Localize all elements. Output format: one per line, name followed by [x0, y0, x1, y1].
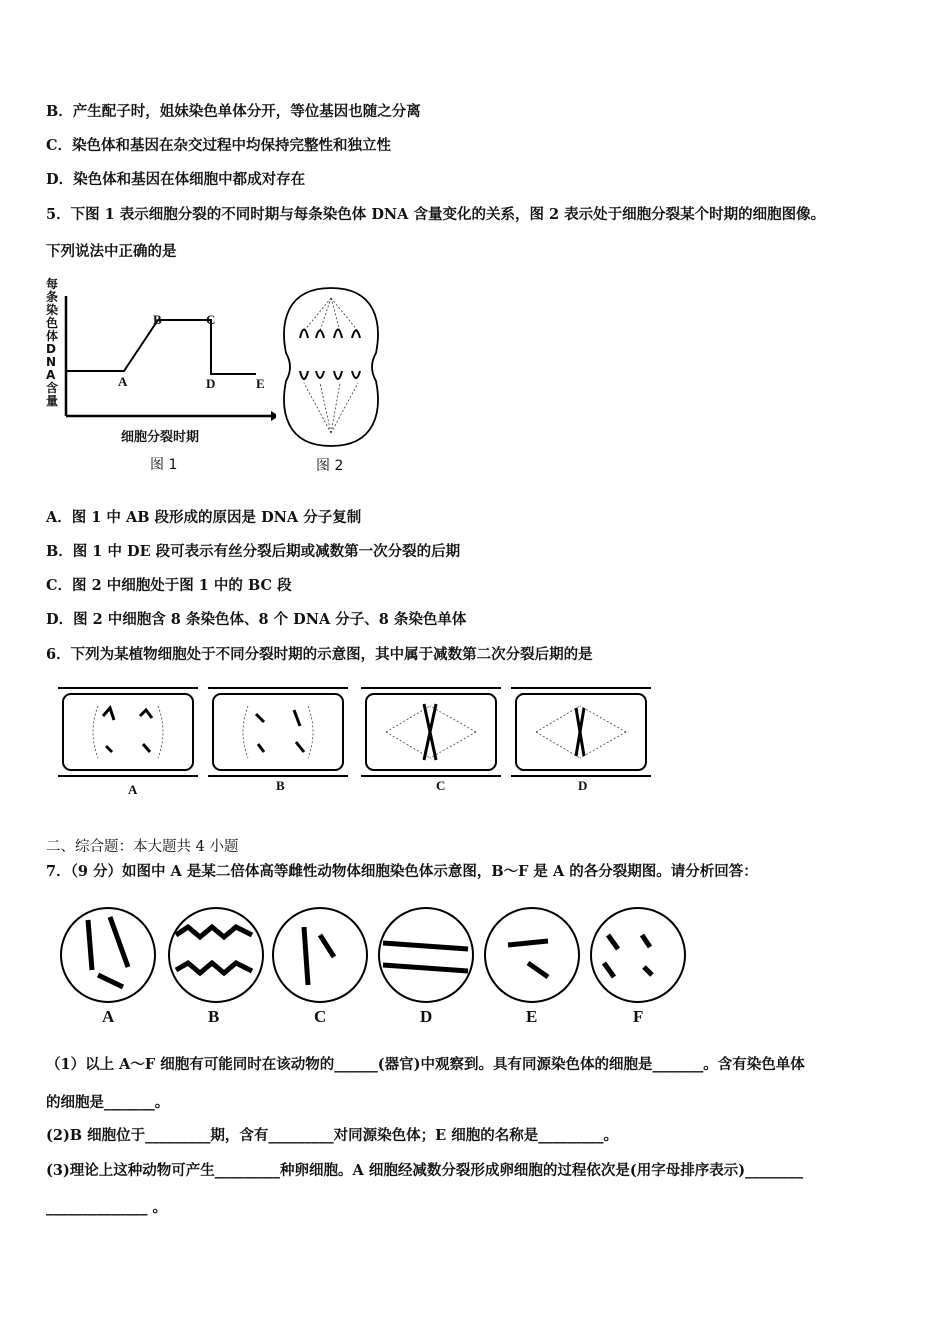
figure-1-y-axis-label: 每条染色体DNA含量	[46, 277, 59, 408]
q7-stem: 7．（9 分）如图中 A 是某二倍体高等雌性动物体细胞染色体示意图，B～F 是 A 的各分裂期图。请分析回答：	[46, 863, 758, 880]
figure-1-graph	[46, 276, 276, 476]
q7-part3-line2: ______________ 。	[46, 1199, 168, 1216]
q4-option-d: D．染色体和基因在体细胞中都成对存在	[46, 171, 306, 188]
q5-stem-line2: 下列说法中正确的是	[46, 243, 177, 260]
q5-option-c: C．图 2 中细胞处于图 1 中的 BC 段	[46, 577, 292, 594]
graph-point-a: A	[118, 374, 128, 389]
q7-part1-line1: （1）以上 A～F 细胞有可能同时在该动物的______(器官)中观察到。具有同源染色体的细胞是_______。含有染色单体	[46, 1056, 805, 1073]
q7-label-c: C	[314, 1007, 327, 1026]
q5-option-d: D．图 2 中细胞含 8 条染色体、8 个 DNA 分子、8 条染色单体	[46, 611, 467, 628]
q7-part1-line2: 的细胞是_______。	[46, 1094, 170, 1111]
q6-label-d: D	[578, 778, 588, 793]
q6-label-a: A	[128, 782, 138, 797]
q7-part3-line1: (3)理论上这种动物可产生_________种卵细胞。A 细胞经减数分裂形成卵细胞的过程依次是(用字母排序表示)________	[46, 1162, 804, 1179]
graph-point-c: C	[206, 312, 216, 327]
q6-plant-cells-figure	[58, 686, 658, 798]
q7-label-f: F	[633, 1007, 644, 1026]
q7-label-a: A	[102, 1007, 115, 1026]
q5-option-b: B．图 1 中 DE 段可表示有丝分裂后期或减数第一次分裂的后期	[46, 543, 461, 560]
q4-option-b: B．产生配子时，姐妹染色单体分开，等位基因也随之分离	[46, 103, 421, 120]
q7-animal-cells-figure	[58, 905, 688, 1030]
graph-point-e: E	[256, 376, 265, 391]
q6-stem: 6．下列为某植物细胞处于不同分裂时期的示意图，其中属于减数第二次分裂后期的是	[46, 646, 593, 663]
q6-label-b: B	[276, 778, 285, 793]
q6-label-c: C	[436, 778, 446, 793]
figure-2-cell	[276, 283, 386, 478]
q5-stem-line1: 5．下图 1 表示细胞分裂的不同时期与每条染色体 DNA 含量变化的关系，图 2 表示处于细胞分裂某个时期的细胞图像。	[46, 206, 826, 223]
q7-label-d: D	[420, 1007, 433, 1026]
figure-2-caption: 图 2	[316, 458, 344, 474]
figure-1-caption: 图 1	[150, 457, 178, 473]
graph-point-d: D	[206, 376, 216, 391]
figure-1-x-axis-label: 细胞分裂时期	[121, 430, 200, 445]
q7-part2: (2)B 细胞位于_________期，含有_________对同源染色体；E 细胞的名称是_________。	[46, 1127, 618, 1144]
q7-label-b: B	[208, 1007, 220, 1026]
q5-option-a: A．图 1 中 AB 段形成的原因是 DNA 分子复制	[46, 509, 362, 526]
q7-label-e: E	[526, 1007, 538, 1026]
graph-point-b: B	[153, 312, 162, 327]
q4-option-c: C．染色体和基因在杂交过程中均保持完整性和独立性	[46, 137, 392, 154]
section-2-heading: 二、综合题：本大题共 4 小题	[46, 839, 239, 855]
